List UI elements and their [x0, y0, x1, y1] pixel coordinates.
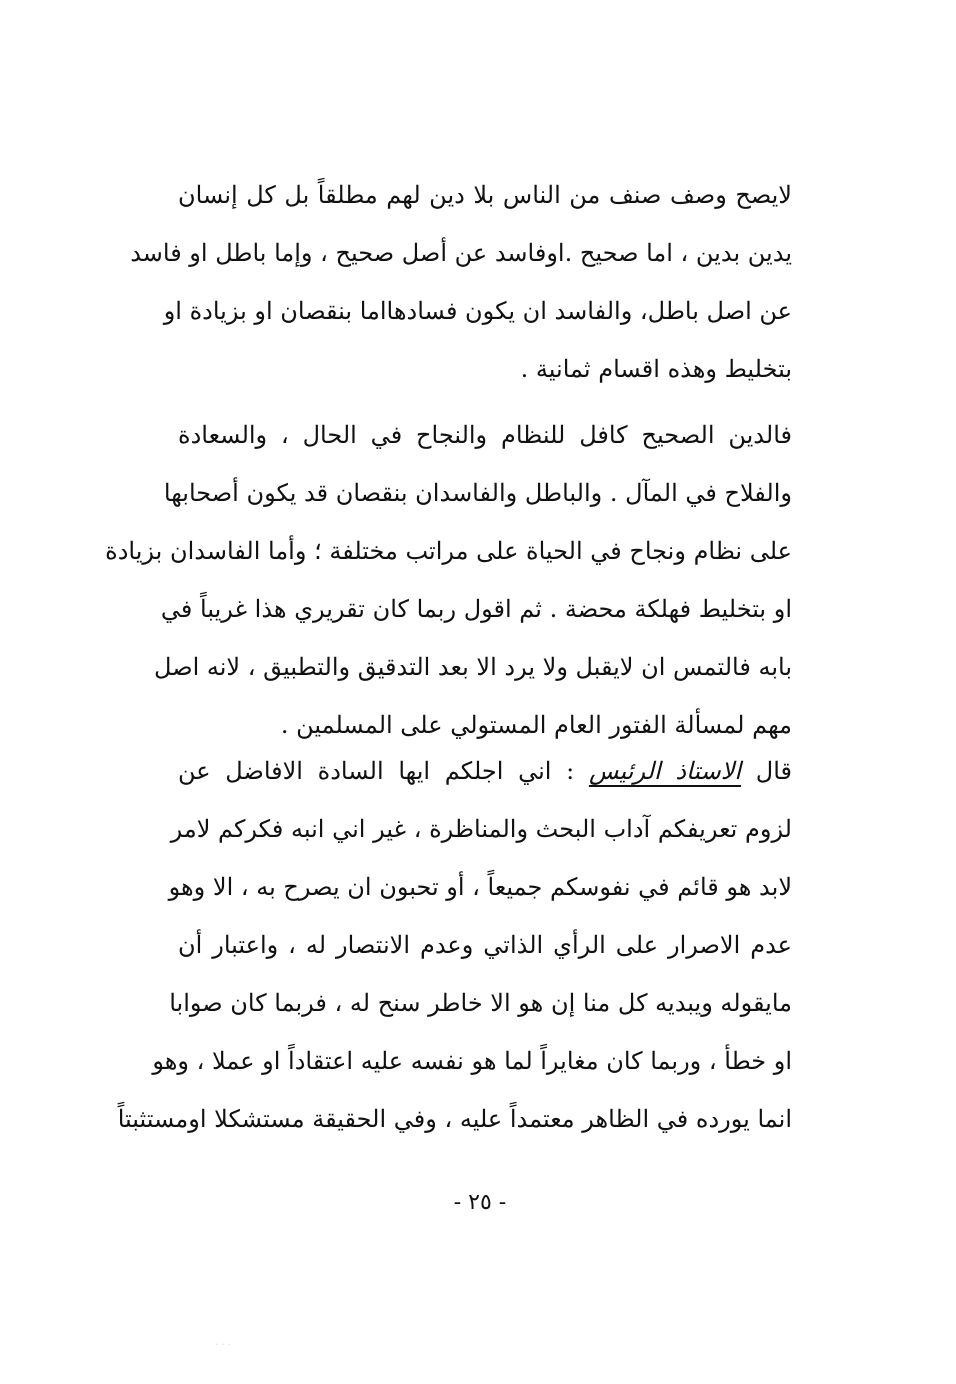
text-line: يدين بدين ، اما صحيح .اوفاسد عن أصل صحيح ، وإما باطل او فاسد: [130, 239, 792, 267]
text-line: لزوم تعريفكم آداب البحث والمناظرة ، غير اني انبه فكركم لامر: [170, 815, 792, 843]
text-line: بابه فالتمس ان لايقبل ولا يرد الا بعد التدقيق والتطبيق ، لانه اصل: [154, 653, 792, 681]
text-line: انما يورده في الظاهر معتمداً عليه ، وفي الحقيقة مستشكلا اومستثبتاً: [117, 1105, 792, 1133]
paragraph-3: [117, 742, 793, 1148]
page-number: - ٢٥ -: [453, 1190, 507, 1215]
scan-speckle: · · ·: [215, 1340, 231, 1351]
text-line: مايقوله ويبديه كل منا إن هو الا خاطر سنح له ، فربما كان صوابا: [169, 989, 792, 1017]
text-line: والفلاح في المآل . والباطل والفاسدان بنقصان قد يكون أصحابها: [163, 479, 792, 507]
paragraph-1: [130, 166, 792, 398]
text-line: فالدين الصحيح كافل للنظام والنجاح في الحال ، والسعادة: [178, 421, 792, 449]
text-line: لابد هو قائم في نفوسكم جميعاً ، أو تحبون ان يصرح به ، الا وهو: [168, 873, 792, 901]
speaker-name: الاستاذ الرئيس: [588, 757, 742, 785]
text-line: على نظام ونجاح في الحياة على مراتب مختلفة ؛ وأما الفاسدان بزيادة: [105, 537, 792, 565]
text-line: او خطأ ، وربما كان مغايراً لما هو نفسه عليه اعتقاداً او عملا ، وهو: [152, 1047, 792, 1075]
paragraph-2: [105, 406, 792, 754]
text-line: مهم لمسألة الفتور العام المستولي على المسلمين .: [280, 711, 792, 739]
speech-intro: قال: [755, 757, 793, 785]
text-line: او بتخليط فهلكة محضة . ثم اقول ربما كان تقريري هذا غريباً في: [160, 595, 792, 623]
text-line: عدم الاصرار على الرأي الذاتي وعدم الانتصار له ، واعتبار أن: [178, 931, 792, 959]
text-line: لايصح وصف صنف من الناس بلا دين لهم مطلقاً بل كل إنسان: [178, 181, 792, 209]
text-line: بتخليط وهذه اقسام ثمانية .: [520, 355, 792, 383]
text-line: عن اصل باطل، والفاسد ان يكون فسادهااما بنقصان او بزيادة او: [163, 297, 792, 325]
text-line-with-speaker: [178, 742, 792, 800]
speech-opening: : اني اجلكم ايها السادة الافاضل عن: [178, 757, 575, 785]
